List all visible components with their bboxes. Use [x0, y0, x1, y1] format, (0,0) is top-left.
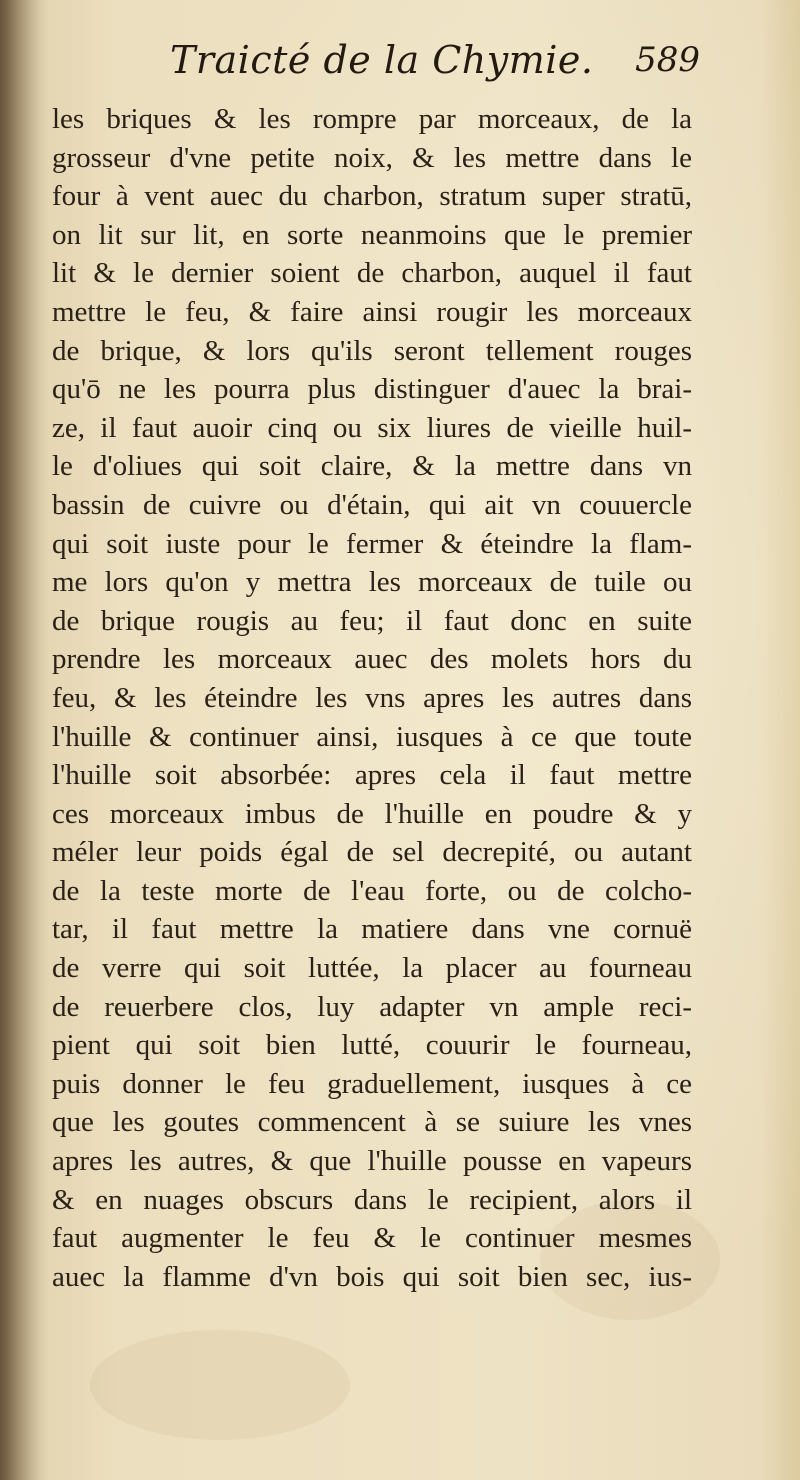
text-line: qui soit iuste pour le fermer & éteindre la flam-: [52, 527, 692, 560]
text-line: le d'oliues qui soit claire, & la mettre dans vn: [52, 450, 692, 483]
text-line: les briques & les rompre par morceaux, de la: [52, 103, 692, 135]
text-line: on lit sur lit, en sorte neanmoins que le premier: [52, 218, 692, 251]
text-line: mettre le feu, & faire ainsi rougir les morceaux: [52, 295, 692, 328]
text-line: ces morceaux imbus de l'huille en poudre & y: [52, 797, 692, 830]
text-line: lit & le dernier soient de charbon, auquel il faut: [52, 257, 692, 290]
text-line: grosseur d'vne petite noix, & les mettre dans le: [52, 141, 692, 174]
text-line: l'huille & continuer ainsi, iusques à ce que toute: [52, 720, 692, 753]
text-line: me lors qu'on y mettra les morceaux de tuile ou: [52, 566, 692, 599]
text-line: & en nuages obscurs dans le recipient, alors il: [52, 1183, 692, 1216]
text-line: bassin de cuivre ou d'étain, qui ait vn couuercle: [52, 488, 692, 521]
binding-gutter-shadow: [0, 0, 48, 1480]
text-line: qu'ō ne les pourra plus distinguer d'auec la brai-: [52, 373, 692, 406]
text-line: apres les autres, & que l'huille pousse en vapeurs: [52, 1145, 692, 1178]
text-line: méler leur poids égal de sel decrepité, ou autant: [52, 836, 692, 869]
text-line: de la teste morte de l'eau forte, ou de colcho-: [52, 874, 692, 907]
text-line: que les goutes commencent à se suiure les vnes: [52, 1106, 692, 1139]
text-line: faut augmenter le feu & le continuer mesmes: [52, 1222, 692, 1255]
text-line: de brique, & lors qu'ils seront tellement rouges: [52, 334, 692, 367]
text-line: de verre qui soit luttée, la placer au fourneau: [52, 952, 692, 985]
text-line: four à vent auec du charbon, stratum super stratū,: [52, 180, 692, 213]
text-line: auec la flamme d'vn bois qui soit bien sec, ius-: [52, 1260, 692, 1293]
text-line: prendre les morceaux auec des molets hors du: [52, 643, 692, 676]
text-line: pient qui soit bien lutté, couurir le fourneau,: [52, 1029, 692, 1062]
page-header: [170, 38, 710, 98]
page-number: 589: [635, 40, 700, 80]
text-line: de reuerbere clos, luy adapter vn ample reci-: [52, 990, 692, 1023]
running-title: Traicté de la Chymie.: [170, 38, 594, 82]
body-text: [52, 100, 692, 1296]
text-line: ze, il faut auoir cinq ou six liures de vieille huil-: [52, 411, 692, 444]
text-line: l'huille soit absorbée: apres cela il faut mettre: [52, 759, 692, 792]
text-line: feu, & les éteindre les vns apres les autres dans: [52, 681, 692, 714]
paper-stain: [90, 1330, 350, 1440]
text-line: tar, il faut mettre la matiere dans vne cornuë: [52, 913, 692, 946]
text-line: puis donner le feu graduellement, iusques à ce: [52, 1067, 692, 1100]
text-line: de brique rougis au feu; il faut donc en suite: [52, 604, 692, 637]
